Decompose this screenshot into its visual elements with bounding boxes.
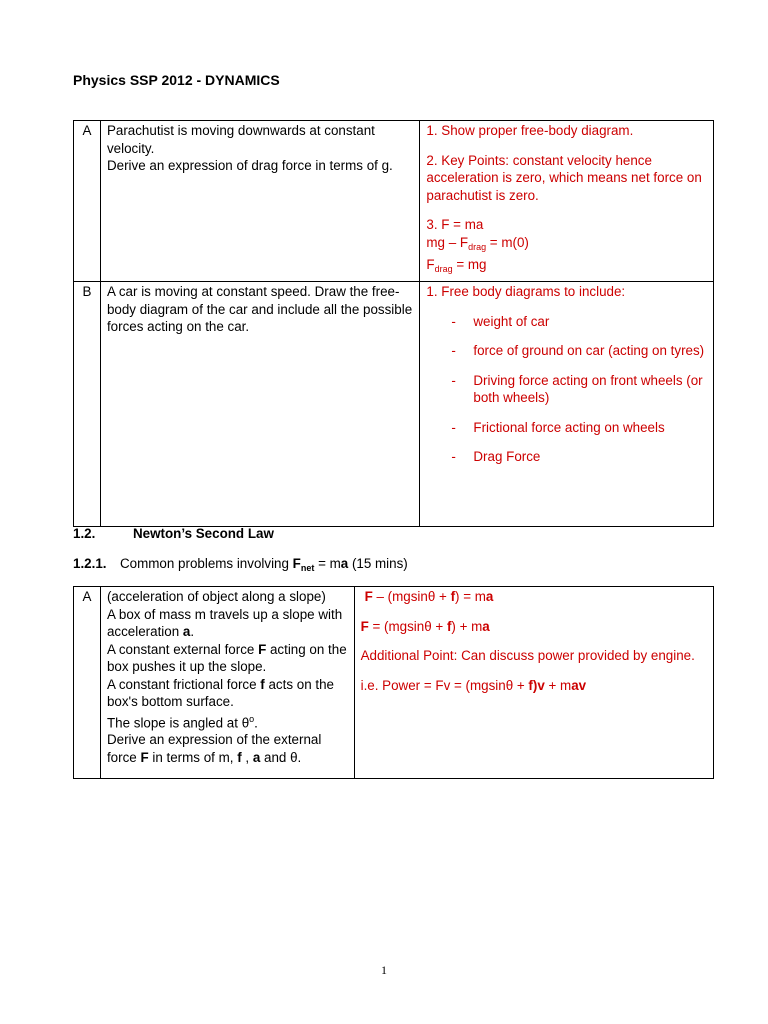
answer-equation: F = (mgsinθ + f) + ma <box>360 618 490 634</box>
answer-point: Additional Point: Can discuss power provided by engine. <box>360 648 695 663</box>
page-number: 1 <box>381 963 387 977</box>
answer-point: 1. Free body diagrams to include: <box>426 284 626 299</box>
answer-cell <box>420 282 714 527</box>
question-line: (acceleration of object along a slope) <box>106 589 326 604</box>
question-line: A car is moving at constant speed. Draw the free-body diagram of the car and include all the possible forces acting on the car. <box>106 284 413 334</box>
section-heading-1-2-1: 1.2.1. Common problems involving $F_{net}$ = ma (15 mins) <box>73 556 408 573</box>
answer-point: i.e. Power = Fv = (mgsinθ + f)v + mav <box>360 677 587 693</box>
list-item: - weight of car <box>451 313 550 329</box>
answer-point: 2. Key Points: constant velocity hence acceleration is zero, which means net force on parachutist is zero. <box>426 152 702 203</box>
question-cell <box>100 587 354 779</box>
list-item: - Drag Force <box>451 449 541 464</box>
answer-cell <box>420 121 714 282</box>
question-line: The slope is angled at $\theta^o$. <box>106 713 258 730</box>
question-line: Derive an expression of the external force F in terms of m, f , a and θ. <box>106 732 322 765</box>
answer-equation <box>426 216 709 279</box>
list-item: - Frictional force acting on wheels <box>451 419 665 435</box>
question-cell <box>100 121 419 282</box>
answer-equation: F – (mgsinθ + f) = ma <box>364 589 494 604</box>
list-item: - force of ground on car (acting on tyres) <box>451 343 705 358</box>
question-line: Parachutist is moving downwards at constant velocity. <box>106 123 375 156</box>
page-title: Physics SSP 2012 - DYNAMICS <box>73 72 280 88</box>
equation-line: mg – $F_{drag} = m(0)$ <box>426 234 529 252</box>
table-row <box>74 587 714 779</box>
table-row <box>74 282 714 527</box>
question-line: A constant external force F acting on the box pushes it up the slope. <box>106 641 347 674</box>
section-number: 1.2. <box>73 526 96 541</box>
row-label: A <box>74 121 101 282</box>
question-line: A box of mass m travels up a slope with acceleration a. <box>106 606 343 639</box>
dynamics-table-2 <box>73 586 714 779</box>
row-label: A <box>74 587 101 779</box>
equation-line: 3. F = ma <box>426 217 484 232</box>
section-text: Common problems involving <box>120 556 293 571</box>
section-heading-1-2 <box>73 526 274 541</box>
row-label: B <box>74 282 101 527</box>
section-number: 1.2.1. <box>73 556 107 571</box>
question-cell <box>100 282 419 527</box>
dynamics-table-1 <box>73 120 714 527</box>
section-title: Newton’s Second Law <box>133 526 274 541</box>
equation-line: $F_{drag}$ = mg <box>426 257 487 274</box>
table-row <box>74 121 714 282</box>
question-line: Derive an expression of drag force in terms of g. <box>106 158 393 173</box>
answer-point: 1. Show proper free-body diagram. <box>426 123 634 138</box>
answer-cell <box>354 587 713 779</box>
force-list <box>426 313 709 466</box>
question-line: A constant frictional force f acts on the box's bottom surface. <box>106 676 334 709</box>
list-item: - Driving force acting on front wheels (or both wheels) <box>451 372 703 405</box>
